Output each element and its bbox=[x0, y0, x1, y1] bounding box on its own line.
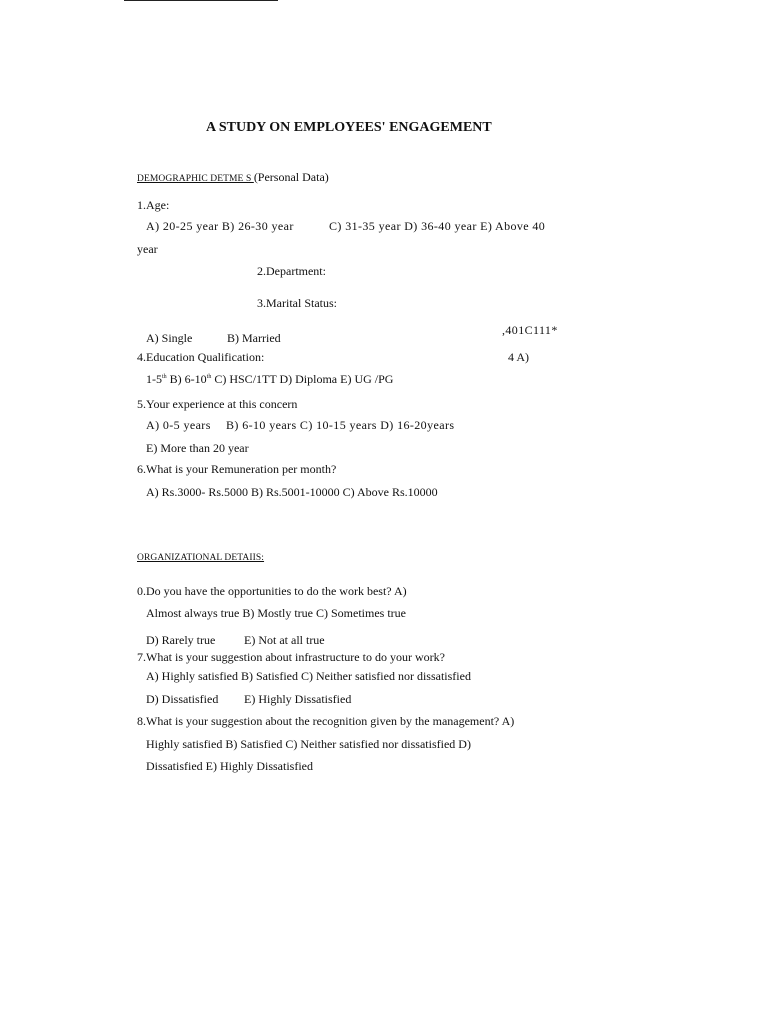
question-infrastructure-option-d: D) Dissatisfied bbox=[146, 692, 219, 706]
education-sup-2: th bbox=[206, 374, 212, 380]
education-option-rest: C) HSC/1TT D) Diploma E) UG /PG bbox=[211, 372, 394, 386]
question-opportunities-option-d: D) Rarely true bbox=[146, 633, 216, 647]
education-option-prefix: 1-5 bbox=[146, 372, 162, 386]
question-marital-option-b: B) Married bbox=[227, 331, 281, 345]
question-recognition-label: 8.What is your suggestion about the recognition given by the management? A) bbox=[137, 714, 515, 728]
question-education-label: 4.Education Qualification: bbox=[137, 350, 265, 364]
question-department-label: 2.Department: bbox=[257, 264, 326, 278]
demographic-heading-note: (Personal Data) bbox=[253, 170, 329, 184]
page-title: A STUDY ON EMPLOYEES' ENGAGEMENT bbox=[206, 120, 492, 135]
question-age-options-a: A) 20-25 year B) 26-30 year bbox=[146, 219, 294, 233]
education-sup-1: th bbox=[162, 374, 167, 380]
question-experience-option-a: A) 0-5 years bbox=[146, 418, 211, 432]
question-opportunities-option-e: E) Not at all true bbox=[244, 633, 325, 647]
question-opportunities-options: Almost always true B) Mostly true C) Sometimes true bbox=[146, 606, 406, 620]
top-rule bbox=[124, 0, 278, 1]
question-experience-option-e: E) More than 20 year bbox=[146, 441, 249, 455]
education-option-mid: B) 6-10 bbox=[166, 372, 207, 386]
organizational-heading: ORGANIZATIONAL DETAIIS: bbox=[137, 553, 265, 563]
question-marital-label: 3.Marital Status: bbox=[257, 296, 337, 310]
question-age-options-b: C) 31-35 year D) 36-40 year E) Above 40 bbox=[329, 219, 546, 233]
stray-text-1: ,401C111* bbox=[502, 323, 558, 337]
question-recognition-options-end: Dissatisfied E) Highly Dissatisfied bbox=[146, 759, 313, 773]
question-age-label: 1.Age: bbox=[137, 198, 170, 212]
question-education-options bbox=[146, 372, 393, 386]
question-infrastructure-label: 7.What is your suggestion about infrastructure to do your work? bbox=[137, 650, 445, 664]
demographic-heading: DEMOGRAPHIC DETME S bbox=[137, 174, 254, 184]
question-opportunities-label: 0.Do you have the opportunities to do the work best? A) bbox=[137, 584, 407, 598]
demographic-heading-line bbox=[137, 170, 329, 186]
stray-text-2: 4 A) bbox=[508, 350, 529, 364]
question-marital-option-a: A) Single bbox=[146, 331, 193, 345]
question-experience-options-rest: B) 6-10 years C) 10-15 years D) 16-20years bbox=[226, 418, 455, 432]
question-remuneration-options: A) Rs.3000- Rs.5000 B) Rs.5001-10000 C) Above Rs.10000 bbox=[146, 485, 438, 499]
question-experience-label: 5.Your experience at this concern bbox=[137, 397, 298, 411]
question-infrastructure-options: A) Highly satisfied B) Satisfied C) Neither satisfied nor dissatisfied bbox=[146, 669, 471, 683]
question-recognition-options: Highly satisfied B) Satisfied C) Neither satisfied nor dissatisfied D) bbox=[146, 737, 471, 751]
question-age-options-wrap: year bbox=[137, 242, 158, 256]
question-remuneration-label: 6.What is your Remuneration per month? bbox=[137, 462, 337, 476]
question-infrastructure-option-e: E) Highly Dissatisfied bbox=[244, 692, 352, 706]
